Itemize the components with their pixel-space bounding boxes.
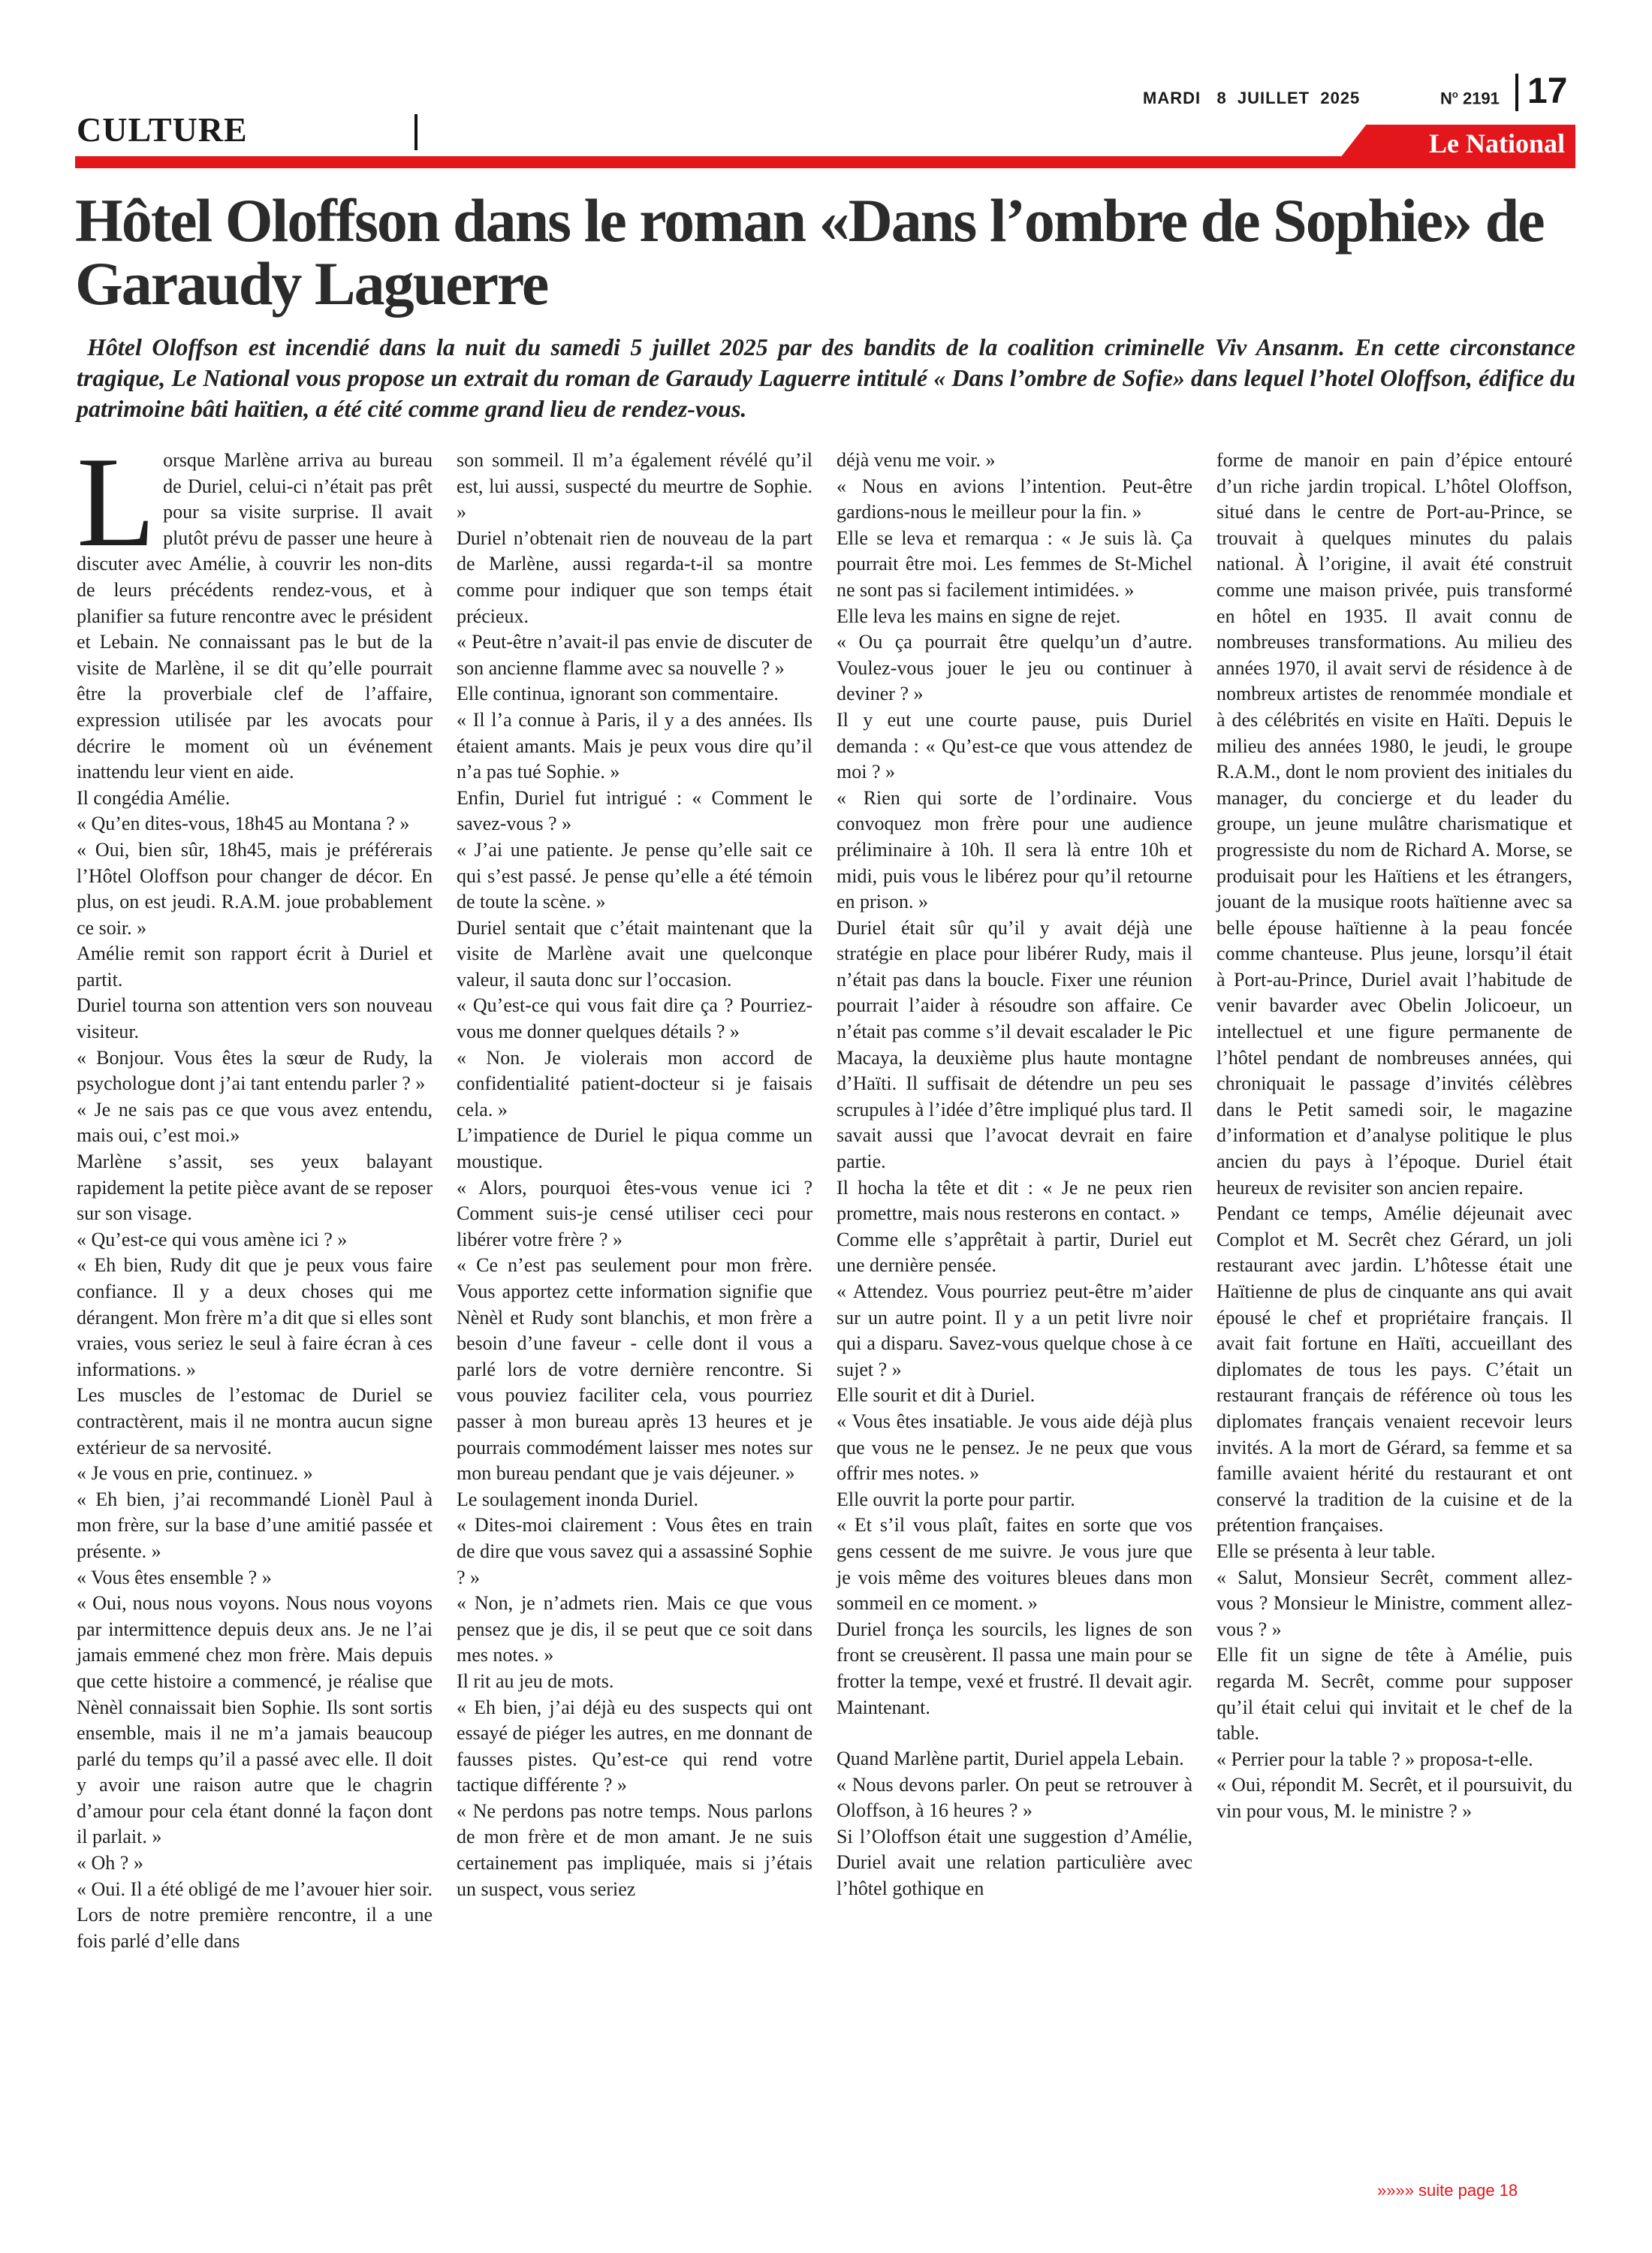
article-paragraph: « Qu’est-ce qui vous fait dire ça ? Pourriez-vous me donner quelques détails ? » (457, 994, 812, 1043)
article-paragraph: « Qu’en dites-vous, 18h45 au Montana ? » (77, 813, 410, 835)
article-paragraph: « Vous êtes ensemble ? » (77, 1566, 272, 1588)
article-column-1 (77, 431, 433, 1954)
article-paragraph: « Salut, Monsieur Secrêt, comment allez-vous ? Monsieur le Ministre, comment allez-vous ? » (1216, 1566, 1572, 1640)
article-paragraph: forme de manoir en pain d’épice entouré d’un riche jardin tropical. L’hôtel Oloffson, situé dans le centre de Port-au-Prince, se trouvait à quelques minutes du palais national. À l’origine, il avait été construit comme une maison privée, puis transformé en hôtel en 1935. Il avait connu de nombreuses transformations. Au milieu des années 1970, il avait servi de résidence à de nombreux artistes de renommée mondiale et à des célébrités en visite en Haïti. Depuis le milieu des années 1980, le jeudi, le groupe R.A.M., dont le nom provient des initiales du manager, du concierge et du leader du groupe, un jeune mulâtre charismatique et progressiste du nom de Richard A. Morse, se produisait pour les Haïtiens et les étrangers, jouant de la musique roots haïtienne avec sa belle épouse haïtienne à la peau foncée comme chanteuse. Plus jeune, lorsqu’il était à Port-au-Prince, Duriel avait l’habitude de venir bavarder avec Obelin Jolicoeur, un intellectuel et une figure permanente de l’hôtel pendant de nombreuses années, qui chroniquait le passage d’invités célèbres dans le Petit samedi soir, le magazine d’information et d’analyse politique le plus ancien du pays à l’époque. Duriel était heureux de revisiter son ancien repaire. (1216, 449, 1572, 1199)
article-paragraph: Les muscles de l’estomac de Duriel se contractèrent, mais il ne montra aucun signe extérieur de sa nervosité. (77, 1384, 433, 1458)
article-paragraph: Duriel fronça les sourcils, les lignes de son front se creusèrent. Il passa une main pour se frotter la tempe, vexé et frustré. Il devait agir. Maintenant. (837, 1618, 1192, 1718)
article-paragraph: Si l’Oloffson était une suggestion d’Amélie, Duriel avait une relation particulière avec l’hôtel gothique en (837, 1825, 1192, 1900)
issue-number-prefix: N (1440, 89, 1452, 108)
article-paragraph: « Qu’est-ce qui vous amène ici ? » (77, 1228, 348, 1250)
issue-number-value: 2191 (1458, 89, 1500, 108)
article-paragraph: « Nous en avions l’intention. Peut-être gardions-nous le meilleur pour la fin. » (837, 475, 1192, 523)
article-paragraph: « Oui, répondit M. Secrêt, et il poursuivit, du vin pour vous, M. le ministre ? » (1216, 1774, 1572, 1822)
article-column-3 (837, 448, 1192, 1902)
article-paragraph: « Bonjour. Vous êtes la sœur de Rudy, la psychologue dont j’ai tant entendu parler ? » (77, 1046, 433, 1095)
article-paragraph: Comme elle s’apprêtait à partir, Duriel eut une dernière pensée. (837, 1228, 1192, 1277)
newspaper-brand: Le National (1428, 128, 1565, 158)
article-paragraph: « Non, je n’admets rien. Mais ce que vous pensez que je dis, il se peut que ce soit dans mes notes. » (457, 1592, 812, 1666)
continued-link[interactable]: »»»» suite page 18 (1377, 2181, 1518, 2200)
article-column-4 (1216, 448, 1572, 1824)
article-paragraph: son sommeil. Il m’a également révélé qu’il est, lui aussi, suspecté du meurtre de Sophie. » (457, 449, 812, 523)
drop-cap: L (77, 431, 156, 574)
article-paragraph: Marlène s’assit, ses yeux balayant rapidement la petite pièce avant de se reposer sur son visage. (77, 1151, 433, 1225)
article-paragraph: « Oui, bien sûr, 18h45, mais je préférerais l’Hôtel Oloffson pour changer de décor. En plus, on est jeudi. R.A.M. joue probablement ce soir. » (77, 838, 433, 939)
article-paragraph: « Rien qui sorte de l’ordinaire. Vous convoquez mon frère pour une audience préliminaire à 10h. Il sera là entre 10h et midi, puis vous le libérez pour qu’il retourne en prison. » (837, 786, 1192, 913)
article-paragraph: « Dites-moi clairement : Vous êtes en train de dire que vous savez qui a assassiné Sophie ? » (457, 1514, 812, 1588)
article-paragraph: Elle leva les mains en signe de rejet. (837, 605, 1121, 627)
article-paragraph: Il y eut une courte pause, puis Duriel demanda : « Qu’est-ce que vous attendez de moi ? » (837, 708, 1192, 783)
article-paragraph: Il hocha la tête et dit : « Je ne peux rien promettre, mais nous resterons en contact. » (837, 1176, 1192, 1225)
article-paragraph: « Non. Je violerais mon accord de confidentialité patient-docteur si je faisais cela. » (457, 1046, 812, 1120)
article-paragraph: « J’ai une patiente. Je pense qu’elle sait ce qui s’est passé. Je pense qu’elle a été témoin de toute la scène. » (457, 838, 812, 913)
article-paragraph: « Eh bien, Rudy dit que je peux vous faire confiance. Il y a deux choses qui me dérangent. Mon frère m’a dit que si elles sont vraies, vous seriez le seul à faire écran à ces informations. » (77, 1254, 433, 1380)
article-paragraph: Elle continua, ignorant son commentaire. (457, 683, 779, 705)
article-paragraph: « Oui. Il a été obligé de me l’avouer hier soir. Lors de notre première rencontre, il a une fois parlé d’elle dans (77, 1878, 433, 1952)
article-paragraph: Duriel tourna son attention vers son nouveau visiteur. (77, 994, 433, 1043)
article-paragraph: Pendant ce temps, Amélie déjeunait avec Complot et M. Secrêt chez Gérard, un joli restaurant avec jardin. L’hôtesse était une Haïtienne de plus de cinquante ans qui avait épousé le chef et propriétaire français. Il avait fait fortune en Haïti, accueillant des diplomates de tous les pays. C’était un restaurant français de référence où tous les diplomates français venaient recevoir leurs invités. A la mort de Gérard, sa femme et sa famille avaient hérité du restaurant et ont conservé la tradition de la cuisine et de la prétention françaises. (1216, 1202, 1572, 1537)
article-paragraph: Quand Marlène partit, Duriel appela Lebain. (837, 1748, 1184, 1770)
section-divider (415, 114, 418, 150)
article-paragraph: « Oui, nous nous voyons. Nous nous voyons par intermittence depuis deux ans. Je ne l’ai jamais emmené chez mon frère. Mais depuis que cette histoire a commencé, je réalise que Nènèl connaissait bien Sophie. Ils sont sortis ensemble, mais il ne m’a jamais beaucoup parlé du temps qu’il a passé avec elle. Il doit y avoir une raison autre que le chagrin d’amour pour cela étant donné la façon dont il parlait. » (77, 1592, 433, 1848)
article-paragraph: Il congédia Amélie. (77, 786, 231, 809)
article-paragraph: « Nous devons parler. On peut se retrouver à Oloffson, à 16 heures ? » (837, 1773, 1192, 1822)
page-number: 17 (1527, 71, 1568, 111)
article-paragraph: « Ce n’est pas seulement pour mon frère. Vous apportez cette information signifie que Nènèl et Rudy sont blanchis, et mon frère a besoin d’une faveur - celle dont il vous a parlé lors de votre dernière rencontre. Si vous pouviez faciliter cela, vous pourriez passer à mon bureau après 13 heures et je pourrais commodément laisser mes notes sur mon bureau pendant que je vais déjeuner. » (457, 1254, 812, 1485)
article-paragraph: Le soulagement inonda Duriel. (457, 1488, 699, 1510)
header-divider (1515, 74, 1518, 111)
article-paragraph: « Et s’il vous plaît, faites en sorte que vos gens cessent de me suivre. Je vous jure que je vois même des voitures bleues dans mon sommeil en ce moment. » (837, 1514, 1192, 1615)
issue-date: MARDI 8 JUILLET 2025 (1143, 89, 1361, 107)
article-column-2 (457, 448, 812, 1902)
article-paragraph: Elle se leva et remarqua : « Je suis là. Ça pourrait être moi. Les femmes de St-Michel ne sont pas si facilement intimidées. » (837, 526, 1192, 601)
article-paragraph: « Vous êtes insatiable. Je vous aide déjà plus que vous ne le pensez. Je ne peux que vous offrir mes notes. » (837, 1410, 1192, 1485)
article-paragraph: Elle ouvrit la porte pour partir. (837, 1488, 1075, 1510)
article-paragraph: Elle sourit et dit à Duriel. (837, 1384, 1036, 1407)
article-paragraph: « Je vous en prie, continuez. » (77, 1462, 313, 1485)
article-paragraph: L’impatience de Duriel le piqua comme un moustique. (457, 1124, 812, 1173)
article-paragraph: « Ne perdons pas notre temps. Nous parlons de mon frère et de mon amant. Je ne suis certainement pas impliquée, mais si j’étais un suspect, vous seriez (457, 1799, 812, 1900)
article-paragraph: « Eh bien, j’ai recommandé Lionèl Paul à mon frère, sur la base d’une amitié passée et présente. » (77, 1488, 433, 1562)
issue-number-superscript: o (1452, 89, 1458, 100)
article-paragraph: orsque Marlène arriva au bureau de Duriel, celui-ci n’était pas prêt pour sa visite surprise. Il avait plutôt prévu de passer une heure à discuter avec Amélie, à couvrir les non-dits de leurs précédents rendez-vous, et à planifier sa future rencontre avec le président et Lebain. Ne connaissant pas le but de la visite de Marlène, il se dit qu’elle pourrait être la proverbiale clef de l’affaire, expression utilisée par les avocats pour décrire le moment où un événement inattendu leur vient en aide. (77, 449, 433, 783)
article-paragraph: « Alors, pourquoi êtes-vous venue ici ? Comment suis-je censé utiliser ceci pour libérer votre frère ? » (457, 1176, 812, 1250)
article-paragraph: Duriel sentait que c’était maintenant que la visite de Marlène avait une quelconque valeur, il sauta donc sur l’occasion. (457, 916, 812, 991)
article-paragraph: « Oh ? » (77, 1852, 143, 1874)
article-paragraph: « Perrier pour la table ? » proposa-t-elle. (1216, 1748, 1533, 1770)
article-lead: Hôtel Oloffson est incendié dans la nuit du samedi 5 juillet 2025 par des bandits de la coalition criminelle Viv Ansanm. En cette circonstance tragique, Le National vous propose un extrait du roman de Garaudy Laguerre intitulé « Dans l’ombre de Sofie» dans lequel l’hotel Oloffson, édifice du patrimoine bâti haïtien, a été cité comme grand lieu de rendez-vous. (77, 333, 1575, 422)
article-paragraph: Il rit au jeu de mots. (457, 1669, 614, 1692)
article-paragraph: « Attendez. Vous pourriez peut-être m’aider sur un autre point. Il y a un petit livre noir qui a disparu. Savez-vous quelque chose à ce sujet ? » (837, 1280, 1192, 1380)
article-paragraph: Duriel n’obtenait rien de nouveau de la part de Marlène, aussi regarda-t-il sa montre comme pour indiquer que son temps était précieux. (457, 526, 812, 627)
article-paragraph: « Ou ça pourrait être quelqu’un d’autre. Voulez-vous jouer le jeu ou continuer à deviner ? » (837, 631, 1192, 705)
article-paragraph: Duriel était sûr qu’il y avait déjà une stratégie en place pour libérer Rudy, mais il n’était pas dans la boucle. Fixer une réunion pourrait l’aider à résoudre son affaire. Ce n’était pas comme s’il devait escalader le Pic Macaya, la deuxième plus haute montagne d’Haïti. Il suffisait de détendre un peu ses scrupules à l’idée d’être impliqué plus tard. Il savait aussi que l’avocat devrait en faire partie. (837, 916, 1192, 1173)
section-label: CULTURE (77, 110, 248, 149)
article-paragraph: « Je ne sais pas ce que vous avez entendu, mais oui, c’est moi.» (77, 1098, 433, 1147)
article-paragraph: « Eh bien, j’ai déjà eu des suspects qui ont essayé de piéger les autres, en me donnant de fausses pistes. Qu’est-ce qui rend votre tactique différente ? » (457, 1696, 812, 1796)
article-paragraph: « Il l’a connue à Paris, il y a des années. Ils étaient amants. Mais je peux vous dire qu’il n’a pas tué Sophie. » (457, 708, 812, 783)
article-headline: Hôtel Oloffson dans le roman «Dans l’ombre de Sophie» de Garaudy Laguerre (75, 186, 1544, 318)
article-paragraph: déjà venu me voir. » (837, 449, 996, 471)
article-paragraph: Amélie remit son rapport écrit à Duriel et partit. (77, 943, 433, 991)
article-paragraph: Elle se présenta à leur table. (1216, 1540, 1436, 1562)
issue-number (1440, 89, 1500, 108)
article-paragraph: Elle fit un signe de tête à Amélie, puis regarda M. Secrêt, comme pour supposer qu’il était celui qui invitait et le chef de la table. (1216, 1644, 1572, 1745)
article-paragraph: Enfin, Duriel fut intrigué : « Comment le savez-vous ? » (457, 786, 812, 835)
article-paragraph: « Peut-être n’avait-il pas envie de discuter de son ancienne flamme avec sa nouvelle ? » (457, 631, 812, 679)
